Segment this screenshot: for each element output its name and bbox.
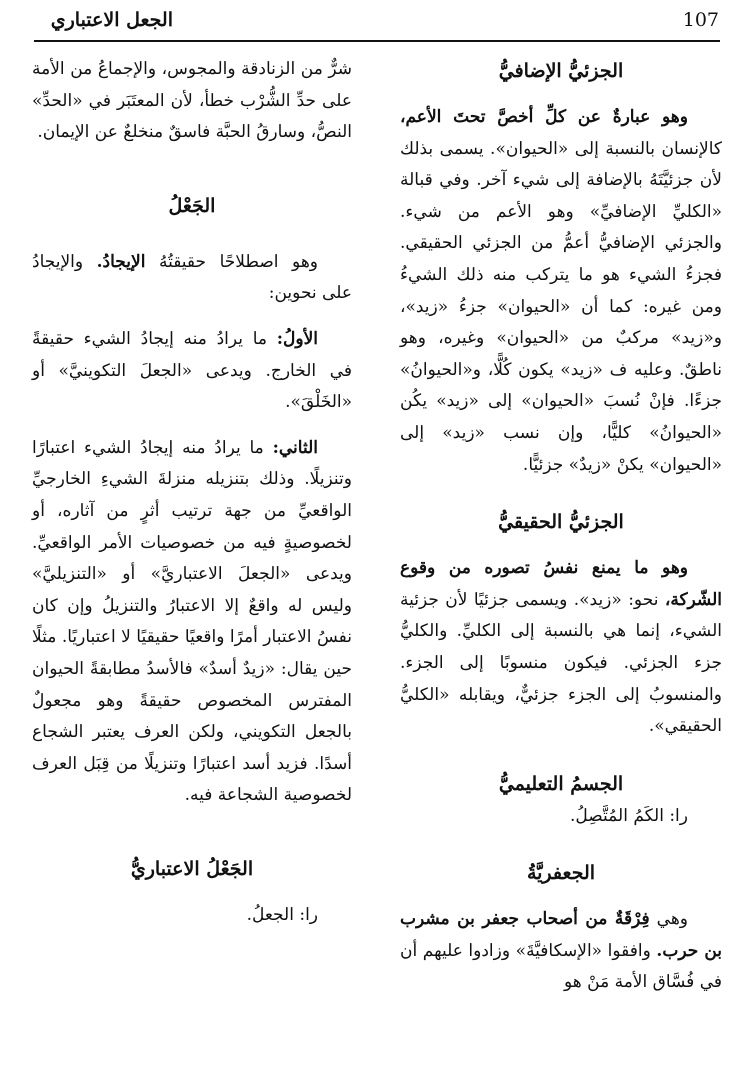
entry-title-jal: الجَعْلُ bbox=[168, 194, 216, 217]
entry-sub-second bbox=[32, 433, 352, 812]
entry-intro-start: وهو اصطلاحًا حقيقتُهُ bbox=[145, 251, 318, 272]
entry-body-jafariyya bbox=[400, 904, 722, 999]
left-column bbox=[32, 54, 352, 931]
header-rule bbox=[34, 40, 720, 42]
page-number: 107 bbox=[682, 9, 719, 31]
sub-label-first: الأولُ: bbox=[276, 328, 318, 349]
entry-sub-first bbox=[32, 324, 352, 419]
sub-label-second: الثاني: bbox=[272, 437, 318, 458]
entry-body-jism-talimi: را: الكَمُ المُتَّصِلُ. bbox=[570, 805, 688, 826]
entry-title-juzi-haqiqi: الجزئيُّ الحقيقيُّ bbox=[498, 511, 624, 534]
entry-definition-bold: وهو ما يمنع نفسُ تصوره من وقوع الشّركة، bbox=[400, 558, 722, 610]
entry-title-jal-itibari: الجَعْلُ الاعتباريُّ bbox=[130, 857, 254, 880]
entry-intro-jal bbox=[32, 247, 352, 310]
entry-definition-bold: وهو عبارةٌ عن كلِّ أخصَّ تحتَ الأعم، bbox=[400, 107, 688, 127]
entry-body-text: نحو: «زيد». ويسمى جزئيًا لأن جزئية الشيء، إنما هي بالنسبة إلى الكليِّ. والكليُّ جزء الجزئي. فيكون منسوبًا إلى الجزء. والمنسوبُ إلى الجزء جزئيٌّ، ويقابله «الكليُّ الحقيقي». bbox=[400, 589, 722, 737]
sub-text-first: ما يرادُ منه إيجادُ الشيء حقيقةً في الخارج. ويدعى «الجعلَ التكوينيَّ» أو «الخَلْقَ». bbox=[32, 328, 352, 413]
entry-title-jism-talimi: الجسمُ التعليميُّ bbox=[498, 772, 624, 795]
continuation-text: شرٌّ من الزنادقة والمجوس، والإجماعُ من الأمة على حدِّ الشُّرْب خطأ، لأن المعتَبَر في «الحدِّ» النصُّ، وسارقُ الحبَّة فاسقٌ منخلعٌ عن الإيمان. bbox=[32, 59, 352, 143]
entry-definition-bold: فِرْقَةٌ من أصحاب جعفر بن مشرب بن حرب. bbox=[400, 909, 722, 961]
entry-intro-text: والإيجادُ على نحوين: bbox=[32, 251, 352, 304]
right-column bbox=[400, 54, 722, 999]
sub-text-second: ما يرادُ منه إيجادُ الشيء اعتبارًا وتنزيلًا. وذلك بتنزيله منزلةَ الشيءِ الخارجيِّ الواقعيِّ من جهة ترتيب أثرٍ من آثاره، أو لخصوصيةٍ فيه من خصوصيات الأمر الواقعيِّ. ويدعى «الجعلَ الاعتباريَّ» أو «التنزيليَّ» وليس له واقعٌ إلا الاعتبارُ والتنزيلُ وإن كان نفسُ الاعتبار أمرًا واقعيًا حقيقيًا لا اعتباريًا. مثلًا حين يقال: «زيدٌ أسدٌ» فالأسدُ مطابقةً الحيوان المفترس المخصوص حقيقةً وهو مجعولٌ بالجعل التكويني، ولكن العرف يعتبر الشجاع أسدًا. فزيد أسد اعتبارًا وتنزيلًا من قِبَل العرف لخصوصية الشجاعة فيه. bbox=[32, 437, 352, 806]
entry-body-text: كالإنسان بالنسبة إلى «الحيوان». يسمى بذلك لأن جزئيَّتَهُ بالإضافة إلى شيء آخر. وفي قبالة «الكليِّ الإضافيِّ» وهو الأعم من شيء. والجزئي الإضافيُّ أعمُّ من الجزئي الحقيقي. فجزءُ الشيء هو ما يتركب منه ذلك الشيءُ ومن غيره: كما أن «الحيوان» جزءُ «زيد»، و«زيد» مركبٌ من «الحيوان» وغيره، وهو ناطقٌ. وعليه ف «زيد» يكون كُلًّا، و«الحيوانُ» جزءًا. فإنْ نُسبَ «الحيوان» إلى «زيد» يكُن «الحيوانُ» كليًّا، وإن نسب «زيد» إلى «الحيوان» يكنْ «زيدٌ» جزئيًّا. bbox=[400, 138, 722, 475]
entry-definition-bold: الإيجادُ. bbox=[96, 251, 146, 272]
entry-body-juzi-idafi bbox=[400, 102, 722, 481]
entry-body-juzi-haqiqi bbox=[400, 553, 722, 743]
entry-body-jal-itibari: را: الجعلُ. bbox=[246, 904, 318, 925]
entry-title-juzi-idafi: الجزئيُّ الإضافيُّ bbox=[498, 60, 624, 82]
entry-body-start: وهي bbox=[649, 909, 689, 930]
entry-title-jafariyya: الجعفريَّةُ bbox=[526, 862, 596, 885]
entry-body-text: وافقوا «الإسكافيَّةَ» وزادوا عليهم أن في فُسَّاق الأمة مَنْ هو bbox=[400, 940, 722, 993]
running-header-title: الجعل الاعتباري bbox=[50, 9, 173, 31]
